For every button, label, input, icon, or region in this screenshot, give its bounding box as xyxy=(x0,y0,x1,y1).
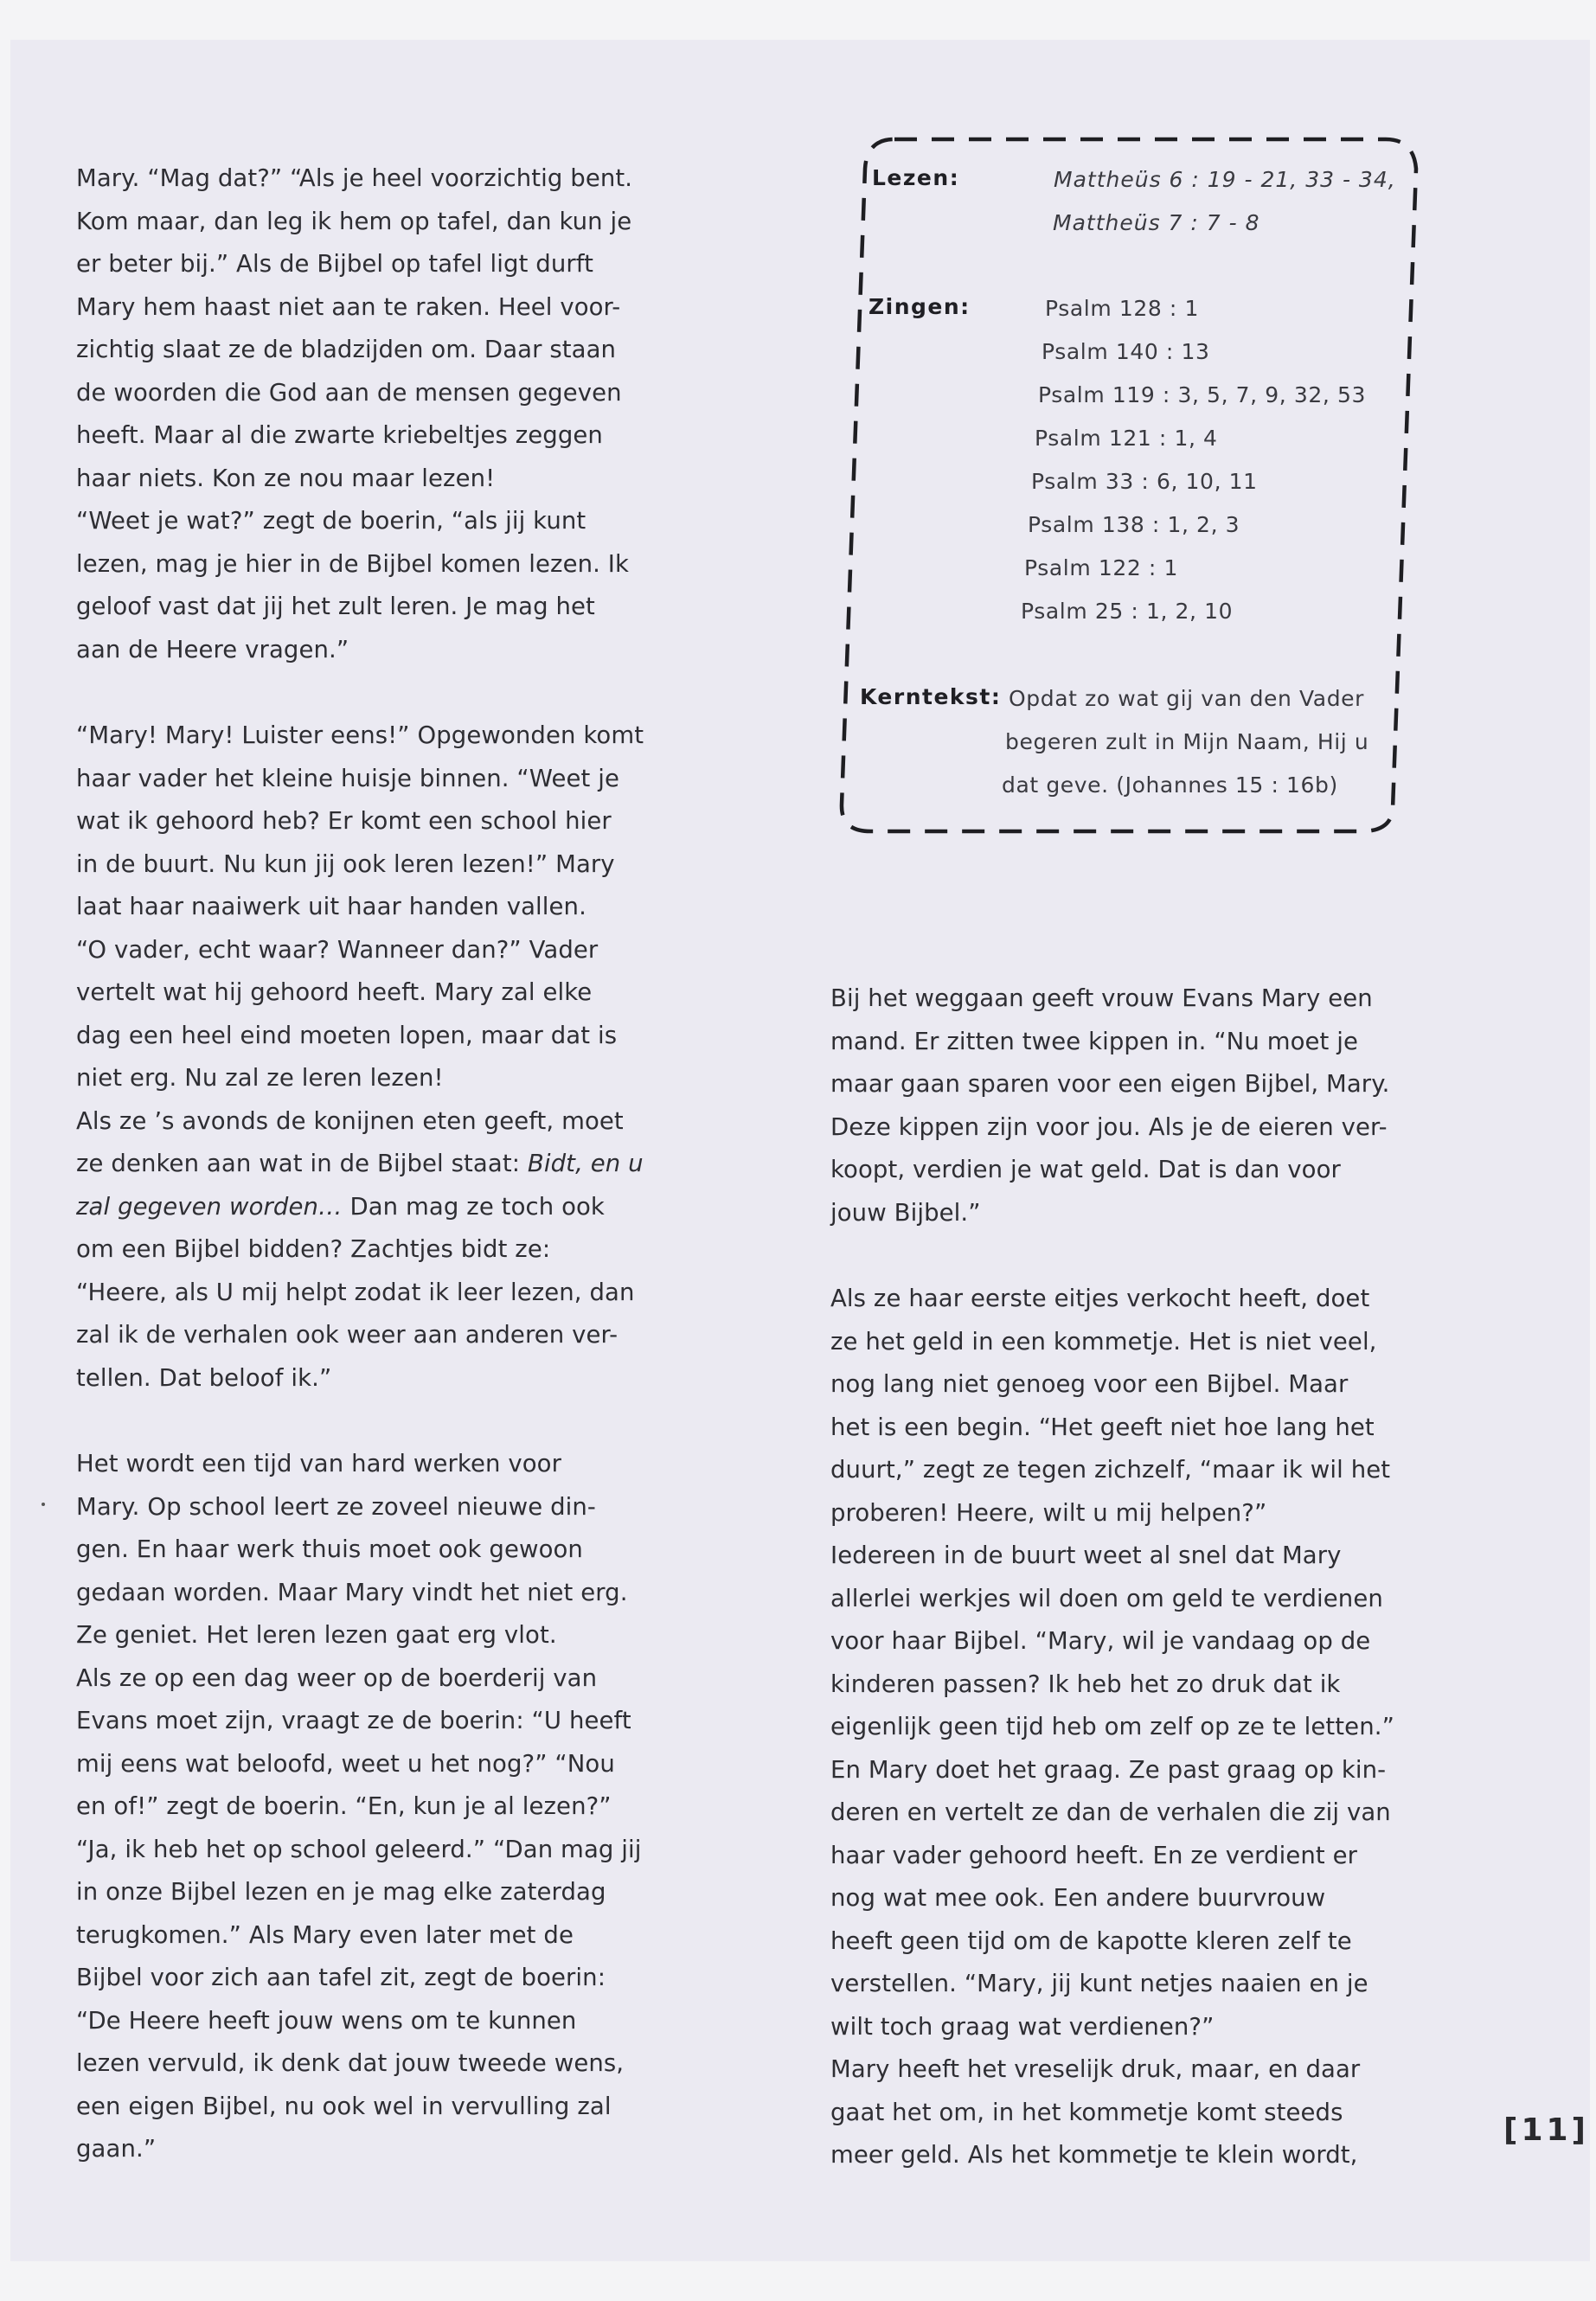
psalm-reference: Psalm 33 : 6, 10, 11 xyxy=(1031,469,1258,494)
text-line: en of!” zegt de boerin. “En, kun je al lezen?” xyxy=(76,1792,612,1820)
psalm-reference: Psalm 128 : 1 xyxy=(1045,296,1199,321)
text-line: Als ze haar eerste eitjes verkocht heeft, doet xyxy=(830,1285,1370,1312)
kerntekst-line xyxy=(1002,772,1338,798)
text-line: Iedereen in de buurt weet al snel dat Mary xyxy=(830,1541,1342,1569)
psalm-reference: Psalm 122 : 1 xyxy=(1024,555,1178,580)
text-line: Evans moet zijn, vraagt ze de boerin: “U heeft xyxy=(76,1707,631,1734)
text-run: Dan mag ze toch ook xyxy=(342,1192,605,1221)
psalm-line xyxy=(1045,296,1199,321)
text-line: gedaan worden. Maar Mary vindt het niet erg. xyxy=(76,1578,628,1606)
text-line: een eigen Bijbel, nu ook wel in vervulling zal xyxy=(76,2092,612,2120)
text-line: het is een begin. “Het geeft niet hoe lang het xyxy=(830,1413,1375,1441)
text-line: Kom maar, dan leg ik hem op tafel, dan kun je xyxy=(76,207,632,235)
psalm-reference: Psalm 138 : 1, 2, 3 xyxy=(1028,512,1240,537)
lezen-line xyxy=(1054,167,1396,192)
text-line: haar vader gehoord heeft. En ze verdient er xyxy=(830,1841,1358,1869)
kerntekst-row xyxy=(860,684,1001,709)
text-line: heeft geen tijd om de kapotte kleren zelf te xyxy=(830,1926,1352,1955)
text-line: kinderen passen? Ik heb het zo druk dat ik xyxy=(830,1670,1341,1698)
text-line: gen. En haar werk thuis moet ook gewoon xyxy=(76,1535,583,1563)
kerntekst-line xyxy=(1009,686,1364,711)
right-column xyxy=(830,977,1488,2177)
text-line: duurt,” zegt ze tegen zichzelf, “maar ik wil het xyxy=(830,1456,1391,1484)
text-line: ze het geld in een kommetje. Het is niet veel, xyxy=(830,1327,1377,1356)
text-line: allerlei werkjes wil doen om geld te verdienen xyxy=(830,1584,1383,1612)
text-line: lezen vervuld, ik denk dat jouw tweede wens, xyxy=(76,2049,625,2077)
text-line: zichtig slaat ze de bladzijden om. Daar staan xyxy=(76,336,617,363)
text-line: proberen! Heere, wilt u mij helpen?” xyxy=(830,1498,1267,1527)
text-line: “Heere, als U mij helpt zodat ik leer lezen, dan xyxy=(76,1278,635,1306)
reading-box xyxy=(832,134,1453,835)
text-line: jouw Bijbel.” xyxy=(830,1198,981,1227)
lezen-row xyxy=(872,165,959,190)
text-line: Bij het weggaan geeft vrouw Evans Mary een xyxy=(830,984,1373,1012)
text-line: de woorden die God aan de mensen gegeven xyxy=(76,378,622,407)
text-line: nog lang niet genoeg voor een Bijbel. Maar xyxy=(830,1370,1349,1398)
text-line: Bijbel voor zich aan tafel zit, zegt de boerin: xyxy=(76,1964,606,1991)
reading-reference: Mattheüs 6 : 19 - 21, 33 - 34, xyxy=(1054,167,1396,192)
text-line: niet erg. Nu zal ze leren lezen! xyxy=(76,1064,444,1092)
text-line: “Weet je wat?” zegt de boerin, “als jij kunt xyxy=(76,507,586,535)
scripture-quote: zal gegeven worden… xyxy=(76,1192,343,1221)
text-line: terugkomen.” Als Mary even later met de xyxy=(76,1920,574,1949)
text-line xyxy=(76,1186,734,1229)
text-line: dag een heel eind moeten lopen, maar dat is xyxy=(76,1021,618,1049)
text-line: nog wat mee ook. Een andere buurvrouw xyxy=(830,1884,1326,1912)
page-number: [11] xyxy=(1503,2112,1590,2148)
text-line: Als ze ’s avonds de konijnen eten geeft, moet xyxy=(76,1106,624,1135)
text-line: Het wordt een tijd van hard werken voor xyxy=(76,1450,561,1477)
text-line: laat haar naaiwerk uit haar handen vallen. xyxy=(76,893,586,920)
psalm-reference: Psalm 121 : 1, 4 xyxy=(1035,426,1218,451)
text-line: Mary heeft het vreselijk druk, maar, en daar xyxy=(830,2055,1361,2083)
text-line: heeft. Maar al die zwarte kriebeltjes zeggen xyxy=(76,421,603,449)
psalm-line xyxy=(1042,339,1209,364)
zingen-row xyxy=(869,294,971,319)
text-line: mij eens wat beloofd, weet u het nog?” “Nou xyxy=(76,1749,615,1778)
text-line: maar gaan sparen voor een eigen Bijbel, Mary. xyxy=(830,1070,1390,1098)
text-run: ze denken aan wat in de Bijbel staat: xyxy=(76,1150,528,1177)
text-line: om een Bijbel bidden? Zachtjes bidt ze: xyxy=(76,1235,551,1263)
psalm-line xyxy=(1021,599,1233,624)
text-line: tellen. Dat beloof ik.” xyxy=(76,1363,332,1392)
psalm-line xyxy=(1031,469,1258,494)
text-line: “Mary! Mary! Luister eens!” Opgewonden komt xyxy=(76,721,644,749)
text-line: meer geld. Als het kommetje te klein wordt, xyxy=(830,2141,1358,2169)
text-line: mand. Er zitten twee kippen in. “Nu moet je xyxy=(830,1027,1359,1055)
psalm-reference: Psalm 140 : 13 xyxy=(1042,339,1210,364)
text-line: voor haar Bijbel. “Mary, wil je vandaag op de xyxy=(830,1627,1371,1655)
text-line: deren en vertelt ze dan de verhalen die zij van xyxy=(830,1798,1391,1826)
text-line: gaat het om, in het kommetje komt steeds xyxy=(830,2098,1343,2126)
lezen-label: Lezen: xyxy=(872,165,960,190)
speck xyxy=(42,1503,45,1506)
text-line: eigenlijk geen tijd heb om zelf op ze te letten.” xyxy=(830,1713,1394,1740)
left-column xyxy=(76,157,734,2171)
psalm-reference: Psalm 119 : 3, 5, 7, 9, 32, 53 xyxy=(1038,382,1366,407)
psalm-reference: Psalm 25 : 1, 2, 10 xyxy=(1021,599,1234,624)
text-line: er beter bij.” Als de Bijbel op tafel ligt durft xyxy=(76,250,593,278)
text-line: zal ik de verhalen ook weer aan anderen ver- xyxy=(76,1321,619,1349)
text-line: Mary hem haast niet aan te raken. Heel voor- xyxy=(76,292,621,321)
text-line: haar vader het kleine huisje binnen. “Weet je xyxy=(76,764,619,792)
text-line: verstellen. “Mary, jij kunt netjes naaien en je xyxy=(830,1970,1368,1997)
text-line: wat ik gehoord heb? Er komt een school hier xyxy=(76,807,612,835)
text-line: Ze geniet. Het leren lezen gaat erg vlot. xyxy=(76,1621,557,1649)
scripture-quote: Bidt, en u xyxy=(527,1150,644,1177)
text-line: “Ja, ik heb het op school geleerd.” “Dan mag jij xyxy=(76,1835,642,1863)
key-verse-text: dat geve. (Johannes 15 : 16b) xyxy=(1002,772,1338,798)
text-line: “De Heere heeft jouw wens om te kunnen xyxy=(76,2006,577,2035)
text-line: Mary. Op school leert ze zoveel nieuwe din- xyxy=(76,1492,596,1521)
text-line: koopt, verdien je wat geld. Dat is dan voor xyxy=(830,1156,1341,1183)
psalm-line xyxy=(1028,512,1240,537)
psalm-line xyxy=(1024,555,1178,580)
text-line: “O vader, echt waar? Wanneer dan?” Vader xyxy=(76,935,599,964)
text-line xyxy=(76,1143,734,1186)
key-verse-text: Opdat zo wat gij van den Vader xyxy=(1009,686,1365,711)
text-line: Mary. “Mag dat?” “Als je heel voorzichtig bent. xyxy=(76,164,633,192)
text-line: En Mary doet het graag. Ze past graag op kin- xyxy=(830,1755,1387,1784)
zingen-label: Zingen: xyxy=(869,294,971,319)
psalm-line xyxy=(1038,382,1366,407)
text-line: geloof vast dat jij het zult leren. Je mag het xyxy=(76,593,595,620)
lezen-line xyxy=(1053,210,1259,235)
kerntekst-label: Kerntekst: xyxy=(860,684,1002,709)
kerntekst-line xyxy=(1005,729,1368,754)
psalm-line xyxy=(1035,426,1218,451)
text-line: wilt toch graag wat verdienen?” xyxy=(830,2012,1215,2041)
key-verse-text: begeren zult in Mijn Naam, Hij u xyxy=(1005,729,1369,754)
text-line: in onze Bijbel lezen en je mag elke zaterdag xyxy=(76,1878,606,1906)
reading-reference: Mattheüs 7 : 7 - 8 xyxy=(1053,210,1260,235)
text-line: Als ze op een dag weer op de boerderij van xyxy=(76,1663,598,1692)
text-line: gaan.” xyxy=(76,2135,157,2163)
text-line: lezen, mag je hier in de Bijbel komen lezen. Ik xyxy=(76,549,630,578)
text-line: Deze kippen zijn voor jou. Als je de eieren ver- xyxy=(830,1112,1388,1141)
text-line: aan de Heere vragen.” xyxy=(76,635,349,663)
text-line: haar niets. Kon ze nou maar lezen! xyxy=(76,464,496,492)
text-line: in de buurt. Nu kun jij ook leren lezen!” Mary xyxy=(76,849,615,878)
text-line: vertelt wat hij gehoord heeft. Mary zal elke xyxy=(76,978,593,1006)
